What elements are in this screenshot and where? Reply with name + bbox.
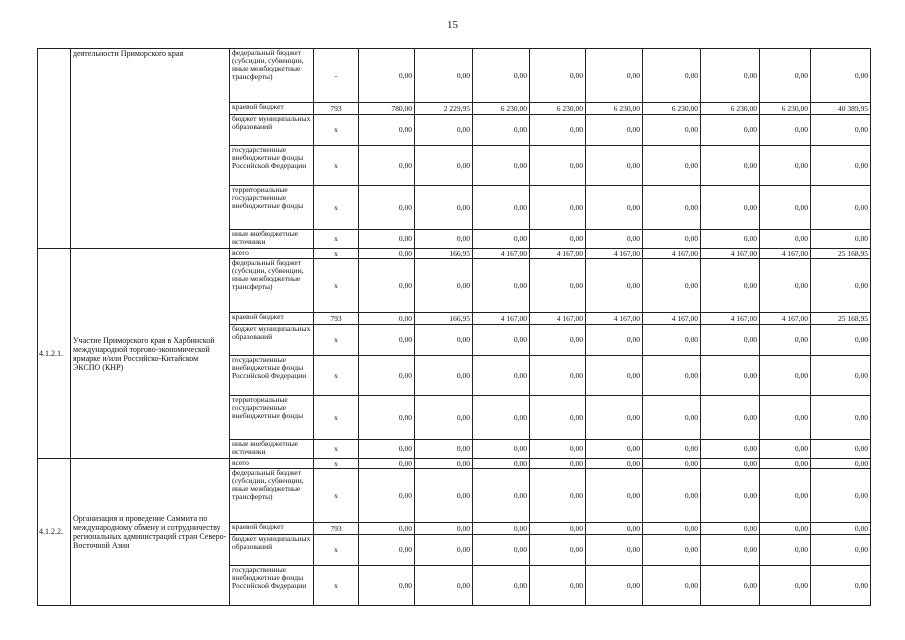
year-value: 0,00 xyxy=(760,186,811,230)
year-value: 0,00 xyxy=(643,325,701,356)
total-value: 0,00 xyxy=(811,523,871,535)
budget-code: x xyxy=(314,186,359,230)
budget-code: x xyxy=(314,566,359,606)
year-value: 0,00 xyxy=(359,259,415,313)
budget-code: x xyxy=(314,469,359,523)
measure-name: Организация и проведение Саммита по международному обмену и сотрудничеству региональных администраций стран Северо-Восточной Азии xyxy=(71,459,230,606)
year-value: 0,00 xyxy=(415,396,473,440)
year-value: 0,00 xyxy=(586,325,643,356)
total-value: 0,00 xyxy=(811,440,871,459)
budget-code: x xyxy=(314,249,359,259)
year-value: 6 230,00 xyxy=(760,103,811,115)
year-value: 0,00 xyxy=(359,186,415,230)
year-value: 0,00 xyxy=(760,440,811,459)
year-value: 0,00 xyxy=(760,325,811,356)
funding-source: федеральный бюджет (субсидии, субвенции, иные межбюджетные трансферты) xyxy=(230,469,314,523)
year-value: 0,00 xyxy=(643,459,701,469)
year-value: 0,00 xyxy=(359,469,415,523)
year-value: 0,00 xyxy=(530,469,586,523)
year-value: 0,00 xyxy=(643,523,701,535)
year-value: 166,95 xyxy=(415,313,473,325)
funding-source: федеральный бюджет (субсидии, субвенции, иные межбюджетные трансферты) xyxy=(230,259,314,313)
total-value: 0,00 xyxy=(811,459,871,469)
year-value: 0,00 xyxy=(359,313,415,325)
funding-source: бюджет муниципальных образований xyxy=(230,115,314,146)
year-value: 0,00 xyxy=(415,356,473,396)
year-value: 0,00 xyxy=(359,115,415,146)
total-value: 25 168,95 xyxy=(811,313,871,325)
year-value: 0,00 xyxy=(359,396,415,440)
year-value: 0,00 xyxy=(530,146,586,186)
year-value: 0,00 xyxy=(473,230,530,249)
funding-source: иные внебюджетные источники xyxy=(230,440,314,459)
year-value: 0,00 xyxy=(586,469,643,523)
row-index: 4.1.2.2. xyxy=(38,459,71,606)
year-value: 0,00 xyxy=(530,396,586,440)
year-value: 0,00 xyxy=(530,325,586,356)
budget-code: 793 xyxy=(314,103,359,115)
total-value: 0,00 xyxy=(811,115,871,146)
year-value: 0,00 xyxy=(586,259,643,313)
year-value: 0,00 xyxy=(359,230,415,249)
year-value: 0,00 xyxy=(643,396,701,440)
year-value: 0,00 xyxy=(760,230,811,249)
year-value: 0,00 xyxy=(586,230,643,249)
measure-name: Участие Приморского края в Харбинской международной торгово-экономической ярмарке и/или Российско-Китайском ЭКСПО (КНР) xyxy=(71,249,230,459)
year-value: 0,00 xyxy=(586,396,643,440)
page-number: 15 xyxy=(447,19,458,31)
year-value: 0,00 xyxy=(530,115,586,146)
year-value: 0,00 xyxy=(643,469,701,523)
row-index xyxy=(38,49,71,249)
year-value: 0,00 xyxy=(760,469,811,523)
year-value: 0,00 xyxy=(643,49,701,103)
funding-source: государственные внебюджетные фонды Российской Федерации xyxy=(230,146,314,186)
year-value: 4 167,00 xyxy=(701,313,760,325)
year-value: 0,00 xyxy=(760,115,811,146)
year-value: 0,00 xyxy=(643,146,701,186)
year-value: 0,00 xyxy=(701,523,760,535)
year-value: 4 167,00 xyxy=(643,249,701,259)
table-row xyxy=(38,249,871,259)
budget-code: - xyxy=(314,49,359,103)
total-value: 0,00 xyxy=(811,49,871,103)
year-value: 166,95 xyxy=(415,249,473,259)
budget-code: x xyxy=(314,325,359,356)
funding-source: территориальные государственные внебюджетные фонды xyxy=(230,396,314,440)
year-value: 0,00 xyxy=(415,469,473,523)
year-value: 0,00 xyxy=(415,49,473,103)
year-value: 2 229,95 xyxy=(415,103,473,115)
year-value: 0,00 xyxy=(643,356,701,396)
measure-name: деятельности Приморского края xyxy=(71,49,230,249)
year-value: 0,00 xyxy=(530,566,586,606)
year-value: 0,00 xyxy=(701,115,760,146)
budget-code: x xyxy=(314,535,359,566)
year-value: 4 167,00 xyxy=(760,313,811,325)
year-value: 6 230,00 xyxy=(643,103,701,115)
year-value: 0,00 xyxy=(415,440,473,459)
year-value: 0,00 xyxy=(359,459,415,469)
budget-code: 793 xyxy=(314,523,359,535)
table-row xyxy=(38,49,871,103)
year-value: 0,00 xyxy=(415,115,473,146)
budget-code: 793 xyxy=(314,313,359,325)
year-value: 0,00 xyxy=(701,469,760,523)
year-value: 0,00 xyxy=(473,535,530,566)
year-value: 0,00 xyxy=(473,523,530,535)
year-value: 0,00 xyxy=(415,259,473,313)
year-value: 0,00 xyxy=(643,566,701,606)
year-value: 0,00 xyxy=(415,523,473,535)
year-value: 0,00 xyxy=(701,325,760,356)
year-value: 0,00 xyxy=(530,49,586,103)
total-value: 0,00 xyxy=(811,325,871,356)
year-value: 0,00 xyxy=(473,566,530,606)
row-index: 4.1.2.1. xyxy=(38,249,71,459)
total-value: 0,00 xyxy=(811,146,871,186)
year-value: 4 167,00 xyxy=(530,249,586,259)
year-value: 0,00 xyxy=(701,356,760,396)
year-value: 0,00 xyxy=(359,356,415,396)
year-value: 0,00 xyxy=(643,115,701,146)
year-value: 0,00 xyxy=(415,535,473,566)
budget-code: x xyxy=(314,356,359,396)
year-value: 0,00 xyxy=(760,259,811,313)
year-value: 0,00 xyxy=(415,186,473,230)
year-value: 0,00 xyxy=(586,566,643,606)
year-value: 0,00 xyxy=(586,535,643,566)
year-value: 0,00 xyxy=(473,440,530,459)
year-value: 0,00 xyxy=(586,186,643,230)
funding-source: территориальные государственные внебюджетные фонды xyxy=(230,186,314,230)
total-value: 0,00 xyxy=(811,230,871,249)
year-value: 0,00 xyxy=(473,396,530,440)
year-value: 0,00 xyxy=(643,535,701,566)
year-value: 4 167,00 xyxy=(530,313,586,325)
year-value: 6 230,00 xyxy=(530,103,586,115)
year-value: 0,00 xyxy=(701,535,760,566)
year-value: 0,00 xyxy=(586,146,643,186)
year-value: 0,00 xyxy=(760,523,811,535)
year-value: 0,00 xyxy=(415,566,473,606)
year-value: 4 167,00 xyxy=(473,313,530,325)
funding-source: федеральный бюджет (субсидии, субвенции, иные межбюджетные трансферты) xyxy=(230,49,314,103)
total-value: 0,00 xyxy=(811,356,871,396)
funding-source: всего xyxy=(230,249,314,259)
year-value: 0,00 xyxy=(643,186,701,230)
funding-source: всего xyxy=(230,459,314,469)
year-value: 0,00 xyxy=(586,523,643,535)
total-value: 0,00 xyxy=(811,535,871,566)
year-value: 0,00 xyxy=(530,459,586,469)
funding-source: иные внебюджетные источники xyxy=(230,230,314,249)
year-value: 0,00 xyxy=(359,566,415,606)
year-value: 0,00 xyxy=(359,523,415,535)
year-value: 0,00 xyxy=(760,356,811,396)
total-value: 0,00 xyxy=(811,566,871,606)
year-value: 0,00 xyxy=(473,469,530,523)
year-value: 0,00 xyxy=(359,49,415,103)
year-value: 0,00 xyxy=(359,325,415,356)
funding-source: краевой бюджет xyxy=(230,103,314,115)
year-value: 0,00 xyxy=(530,186,586,230)
year-value: 4 167,00 xyxy=(586,313,643,325)
year-value: 780,00 xyxy=(359,103,415,115)
funding-source: бюджет муниципальных образований xyxy=(230,325,314,356)
year-value: 0,00 xyxy=(760,146,811,186)
year-value: 4 167,00 xyxy=(473,249,530,259)
year-value: 0,00 xyxy=(415,325,473,356)
year-value: 0,00 xyxy=(415,459,473,469)
year-value: 0,00 xyxy=(643,230,701,249)
budget-code: x xyxy=(314,146,359,186)
budget-code: x xyxy=(314,115,359,146)
year-value: 0,00 xyxy=(701,49,760,103)
year-value: 0,00 xyxy=(643,440,701,459)
budget-table xyxy=(37,48,871,606)
year-value: 0,00 xyxy=(701,186,760,230)
year-value: 0,00 xyxy=(473,459,530,469)
year-value: 0,00 xyxy=(586,49,643,103)
year-value: 0,00 xyxy=(473,49,530,103)
year-value: 6 230,00 xyxy=(586,103,643,115)
funding-source: краевой бюджет xyxy=(230,313,314,325)
year-value: 0,00 xyxy=(643,259,701,313)
year-value: 6 230,00 xyxy=(473,103,530,115)
total-value: 0,00 xyxy=(811,396,871,440)
year-value: 0,00 xyxy=(586,459,643,469)
year-value: 4 167,00 xyxy=(643,313,701,325)
year-value: 0,00 xyxy=(473,325,530,356)
total-value: 0,00 xyxy=(811,259,871,313)
year-value: 0,00 xyxy=(701,440,760,459)
year-value: 0,00 xyxy=(760,459,811,469)
table-row xyxy=(38,459,871,469)
year-value: 0,00 xyxy=(760,566,811,606)
year-value: 0,00 xyxy=(530,535,586,566)
total-value: 0,00 xyxy=(811,469,871,523)
year-value: 0,00 xyxy=(760,49,811,103)
year-value: 0,00 xyxy=(473,115,530,146)
year-value: 0,00 xyxy=(530,230,586,249)
year-value: 0,00 xyxy=(586,440,643,459)
year-value: 0,00 xyxy=(473,259,530,313)
year-value: 0,00 xyxy=(586,115,643,146)
budget-code: x xyxy=(314,396,359,440)
year-value: 0,00 xyxy=(701,396,760,440)
year-value: 0,00 xyxy=(473,186,530,230)
year-value: 0,00 xyxy=(701,566,760,606)
year-value: 0,00 xyxy=(530,440,586,459)
year-value: 0,00 xyxy=(530,259,586,313)
year-value: 0,00 xyxy=(359,535,415,566)
year-value: 0,00 xyxy=(473,146,530,186)
year-value: 4 167,00 xyxy=(586,249,643,259)
budget-code: x xyxy=(314,459,359,469)
year-value: 0,00 xyxy=(359,440,415,459)
budget-code: x xyxy=(314,259,359,313)
total-value: 25 168,95 xyxy=(811,249,871,259)
total-value: 40 389,95 xyxy=(811,103,871,115)
funding-source: бюджет муниципальных образований xyxy=(230,535,314,566)
funding-source: государственные внебюджетные фонды Российской Федерации xyxy=(230,566,314,606)
year-value: 0,00 xyxy=(359,249,415,259)
year-value: 4 167,00 xyxy=(701,249,760,259)
funding-source: краевой бюджет xyxy=(230,523,314,535)
year-value: 0,00 xyxy=(530,356,586,396)
year-value: 0,00 xyxy=(415,230,473,249)
year-value: 0,00 xyxy=(359,146,415,186)
year-value: 0,00 xyxy=(701,459,760,469)
total-value: 0,00 xyxy=(811,186,871,230)
year-value: 0,00 xyxy=(760,396,811,440)
budget-code: x xyxy=(314,230,359,249)
year-value: 0,00 xyxy=(701,146,760,186)
year-value: 0,00 xyxy=(701,230,760,249)
year-value: 0,00 xyxy=(586,356,643,396)
year-value: 0,00 xyxy=(415,146,473,186)
funding-source: государственные внебюджетные фонды Российской Федерации xyxy=(230,356,314,396)
year-value: 0,00 xyxy=(473,356,530,396)
year-value: 6 230,00 xyxy=(701,103,760,115)
year-value: 4 167,00 xyxy=(760,249,811,259)
year-value: 0,00 xyxy=(760,535,811,566)
year-value: 0,00 xyxy=(530,523,586,535)
year-value: 0,00 xyxy=(701,259,760,313)
budget-code: x xyxy=(314,440,359,459)
